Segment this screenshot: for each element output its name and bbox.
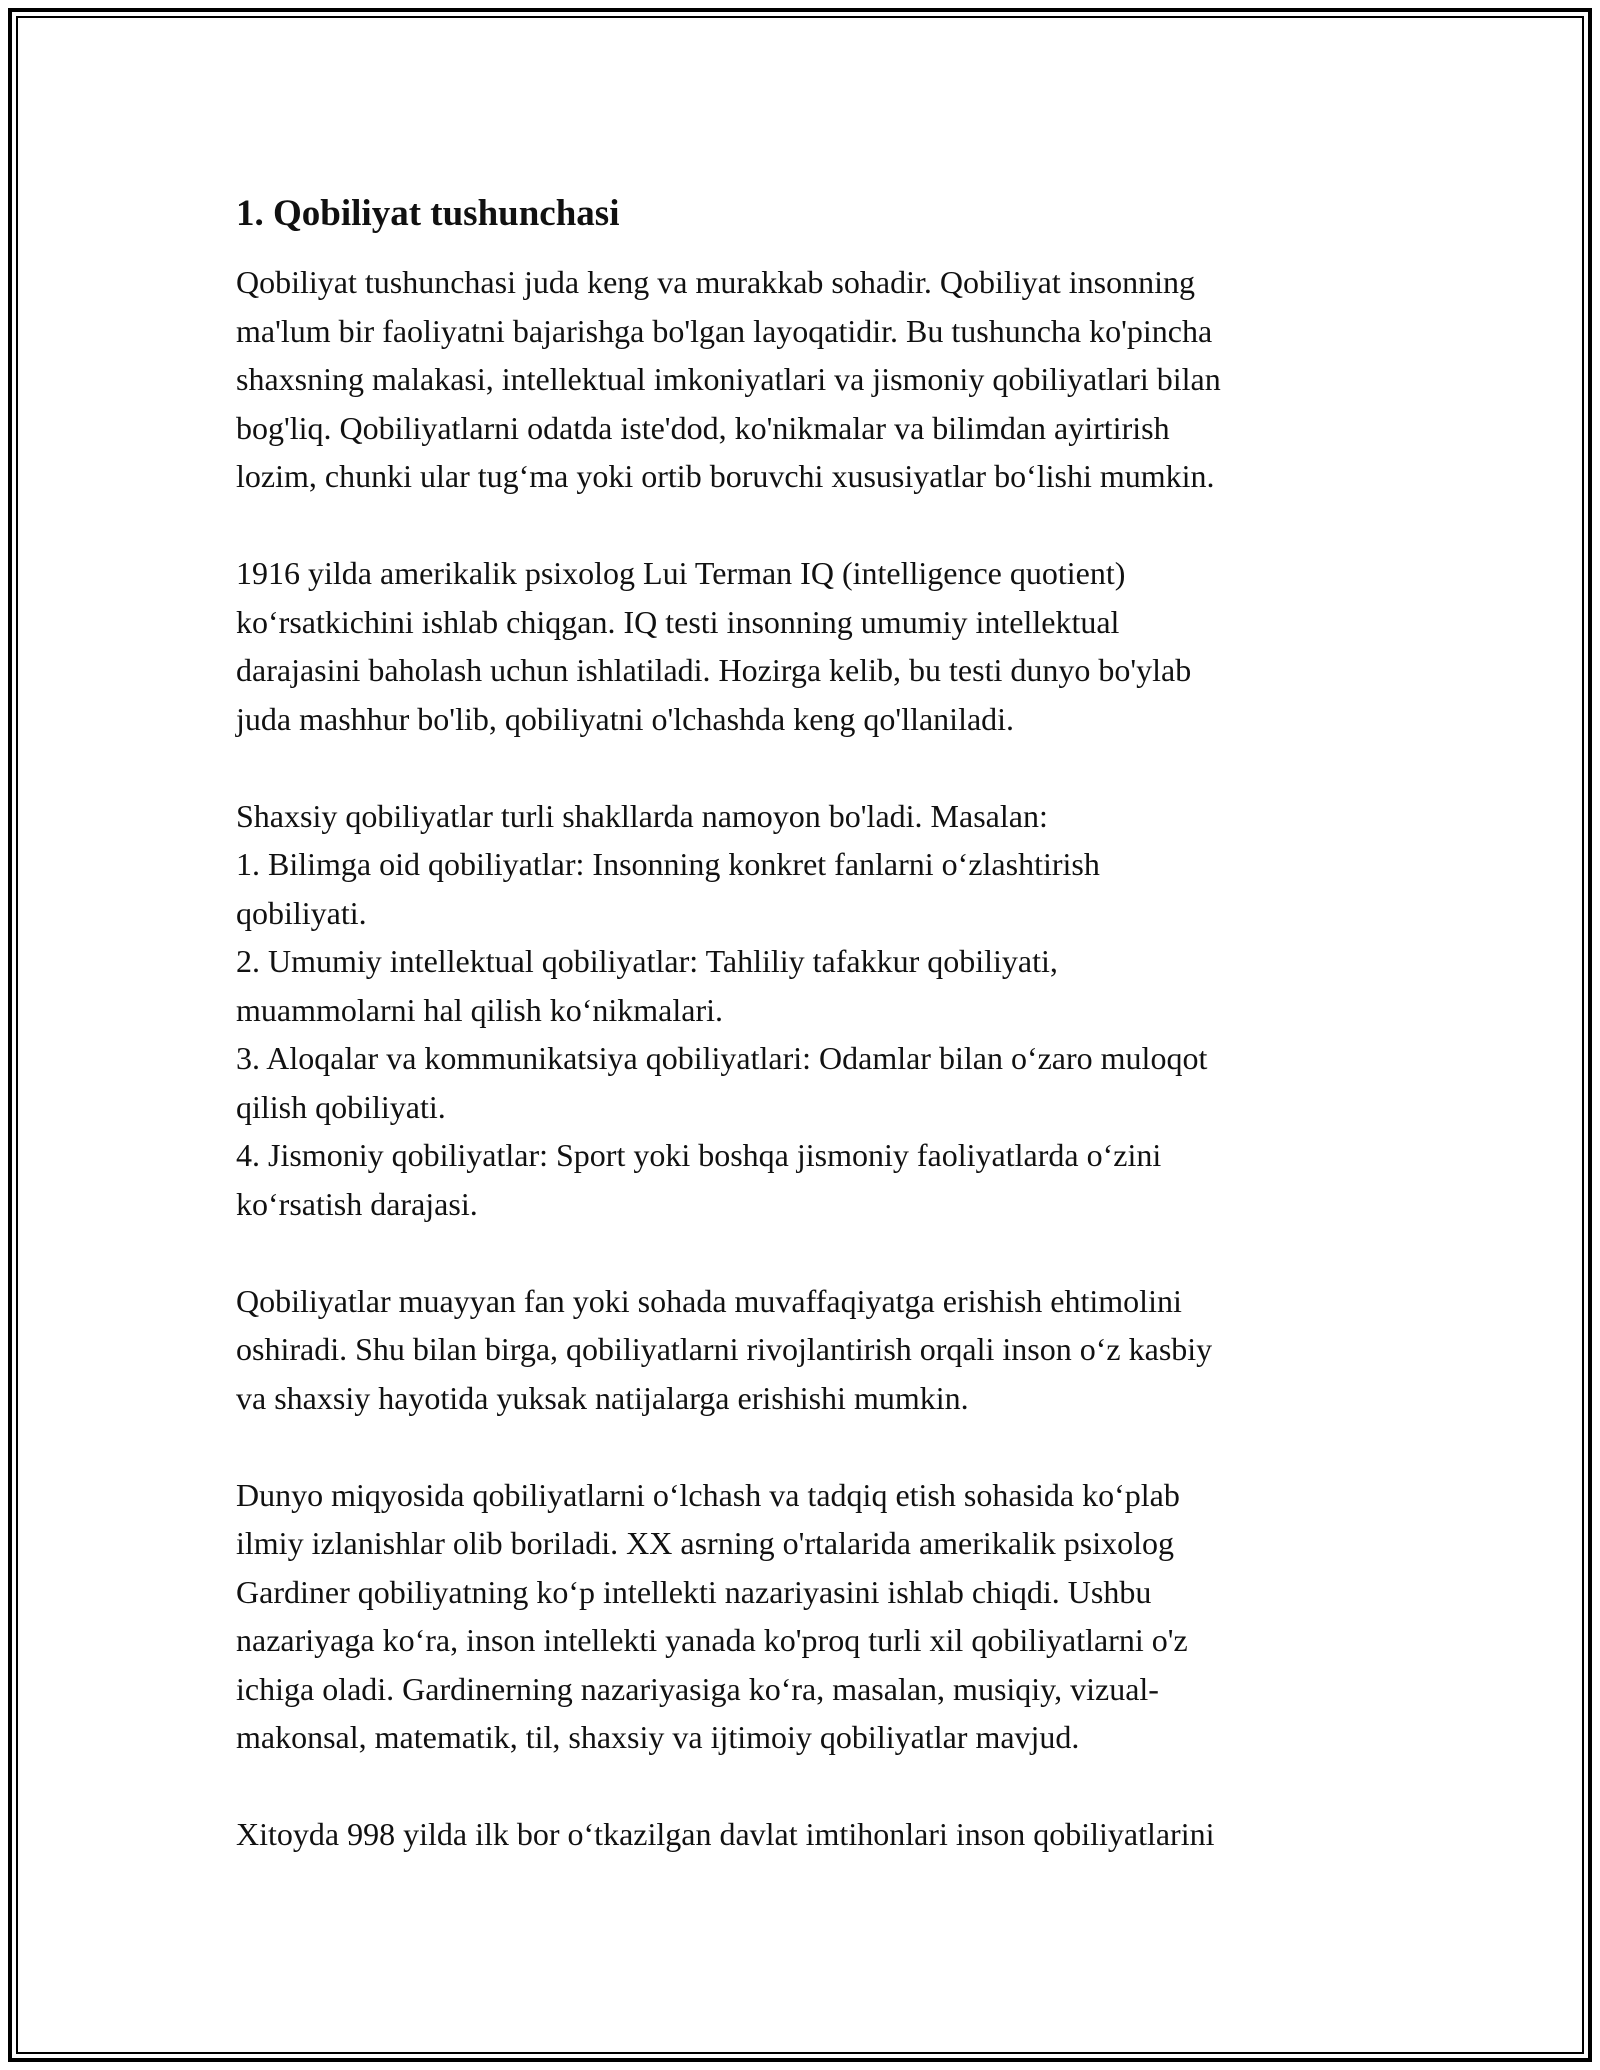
- list-item-continuation: ko‘rsatish darajasi.: [236, 1185, 478, 1222]
- list-item-continuation: qilish qobiliyati.: [236, 1088, 446, 1125]
- text-line: Shaxsiy qobiliyatlar turli shakllarda namoyon bo'ladi. Masalan:: [236, 797, 1048, 834]
- paragraph-iq-history: [236, 549, 1386, 743]
- text-line: ko‘rsatkichini ishlab chiqgan. IQ testi insonning umumiy intellektual: [236, 603, 1120, 640]
- text-line: makonsal, matematik, til, shaxsiy va ijtimoiy qobiliyatlar mavjud.: [236, 1719, 1080, 1755]
- paragraph-success: [236, 1277, 1386, 1423]
- text-line: Qobiliyat tushunchasi juda keng va murakkab sohadir. Qobiliyat insonning: [236, 264, 1195, 300]
- text-line: 1916 yilda amerikalik psixolog Lui Terman IQ (intelligence quotient): [236, 555, 1126, 591]
- list-item: 1. Bilimga oid qobiliyatlar: Insonning konkret fanlarni o‘zlashtirish: [236, 846, 1100, 882]
- list-item-continuation: muammolarni hal qilish ko‘nikmalari.: [236, 991, 724, 1028]
- text-line: oshiradi. Shu bilan birga, qobiliyatlarni rivojlantirish orqali inson o‘z kasbiy: [236, 1331, 1213, 1367]
- text-line: juda mashhur bo'lib, qobiliyatni o'lchashda keng qo'llaniladi.: [236, 700, 1015, 737]
- text-line: bog'liq. Qobiliyatlarni odatda iste'dod, ko'nikmalar va bilimdan ayirtirish: [236, 409, 1170, 446]
- document-body: [236, 190, 1386, 1907]
- paragraph-china-exams: [236, 1810, 1386, 1859]
- list-item-continuation: qobiliyati.: [236, 894, 367, 931]
- text-line: ilmiy izlanishlar olib boriladi. XX asrning o'rtalarida amerikalik psixolog: [236, 1525, 1174, 1561]
- list-item: 2. Umumiy intellektual qobiliyatlar: Tahliliy tafakkur qobiliyati,: [236, 943, 1058, 979]
- list-item: 4. Jismoniy qobiliyatlar: Sport yoki boshqa jismoniy faoliyatlarda o‘zini: [236, 1137, 1162, 1173]
- section-heading: 1. Qobiliyat tushunchasi: [236, 193, 620, 234]
- text-line: Dunyo miqyosida qobiliyatlarni o‘lchash va tadqiq etish sohasida ko‘plab: [236, 1476, 1180, 1513]
- text-line: darajasini baholash uchun ishlatiladi. Hozirga kelib, bu testi dunyo bo'ylab: [236, 652, 1192, 688]
- text-line: va shaxsiy hayotida yuksak natijalarga erishishi mumkin.: [236, 1379, 969, 1416]
- list-item: 3. Aloqalar va kommunikatsiya qobiliyatlari: Odamlar bilan o‘zaro muloqot: [236, 1040, 1208, 1076]
- text-line: Xitoyda 998 yilda ilk bor o‘tkazilgan davlat imtihonlari inson qobiliyatlarini: [236, 1816, 1215, 1852]
- paragraph-ability-types: [236, 792, 1386, 1229]
- text-line: lozim, chunki ular tug‘ma yoki ortib boruvchi xususiyatlar bo‘lishi mumkin.: [236, 458, 1215, 494]
- paragraph-definition: [236, 258, 1386, 501]
- paragraph-gardner-theory: [236, 1471, 1386, 1762]
- text-line: ma'lum bir faoliyatni bajarishga bo'lgan layoqatidir. Bu tushuncha ko'pincha: [236, 312, 1213, 349]
- text-line: Qobiliyatlar muayyan fan yoki sohada muvaffaqiyatga erishish ehtimolini: [236, 1282, 1182, 1319]
- text-line: ichiga oladi. Gardinerning nazariyasiga ko‘ra, masalan, musiqiy, vizual-: [236, 1670, 1159, 1707]
- text-line: Gardiner qobiliyatning ko‘p intellekti nazariyasini ishlab chiqdi. Ushbu: [236, 1573, 1152, 1610]
- text-line: shaxsning malakasi, intellektual imkoniyatlari va jismoniy qobiliyatlari bilan: [236, 361, 1221, 397]
- text-line: nazariyaga ko‘ra, inson intellekti yanada ko'proq turli xil qobiliyatlarni o'z: [236, 1622, 1188, 1658]
